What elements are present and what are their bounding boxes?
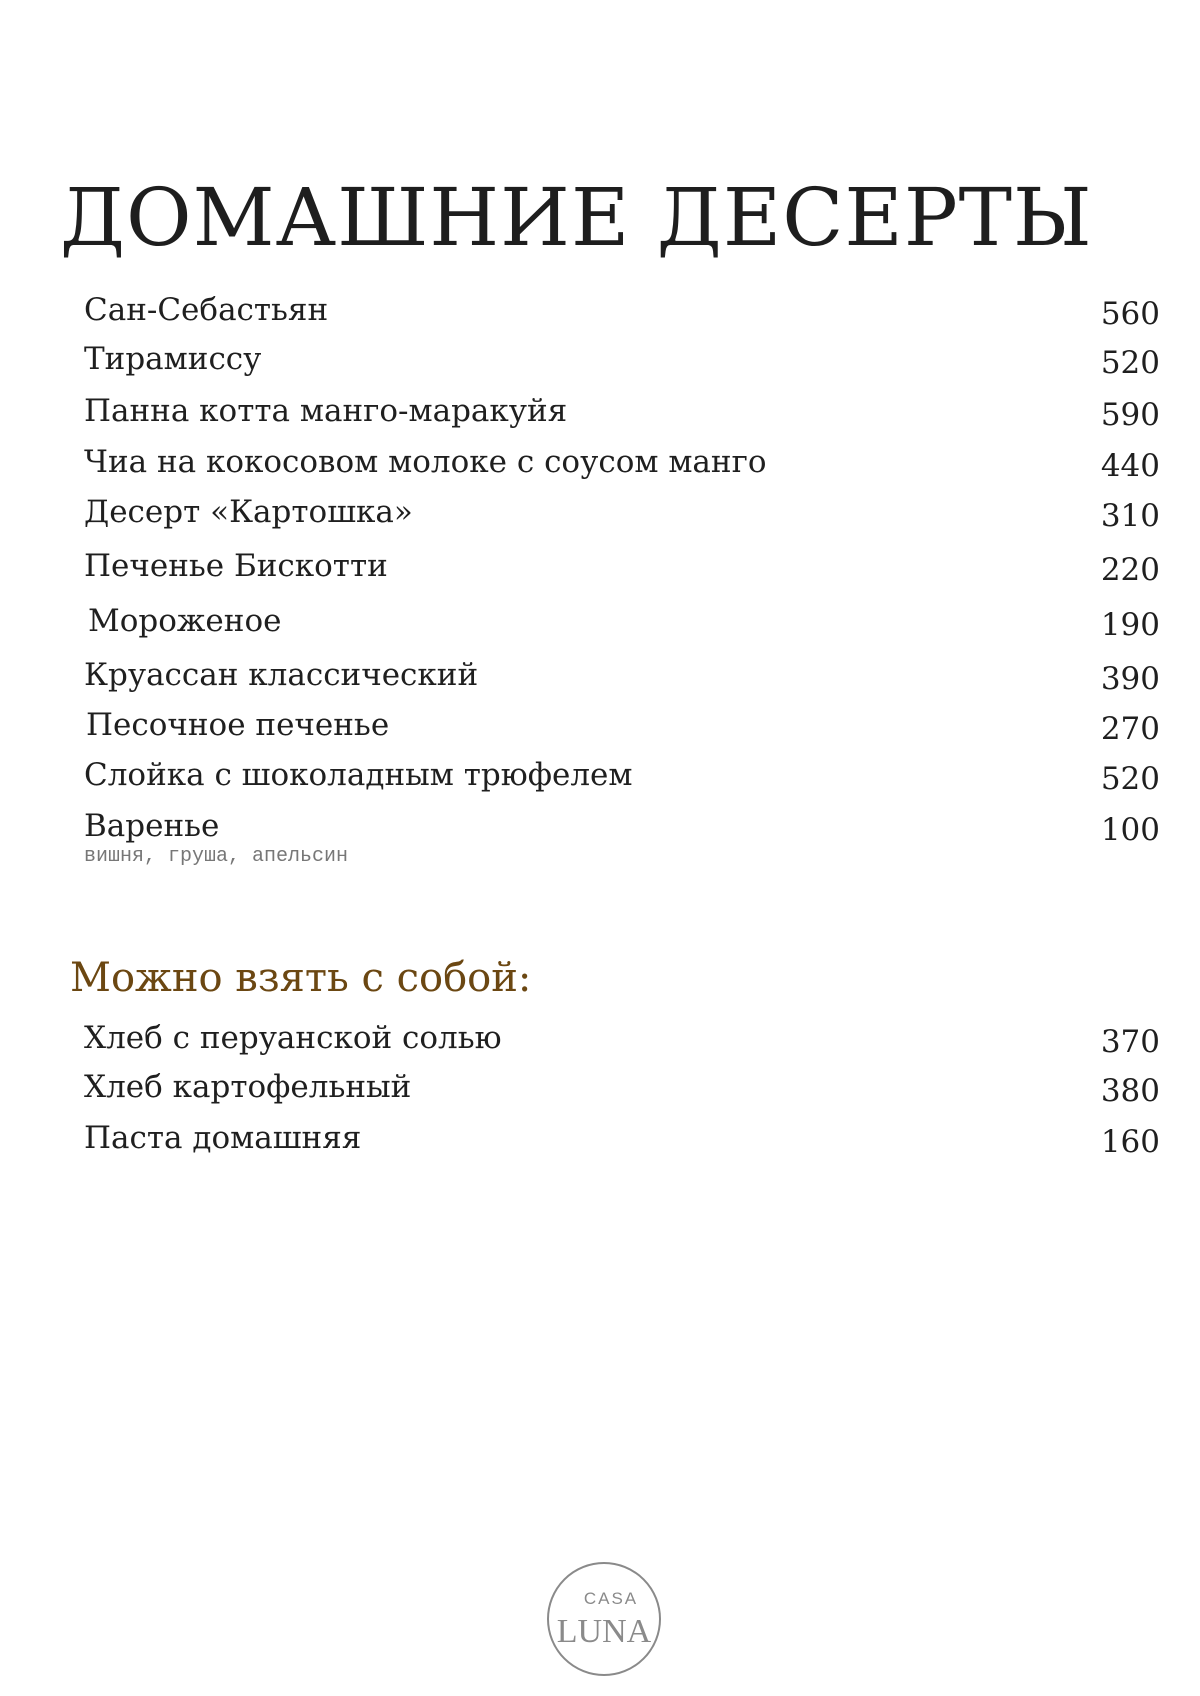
item-price: 370: [1100, 1024, 1160, 1060]
item-name: Круассан классический: [84, 657, 479, 693]
item-price: 390: [1100, 661, 1160, 697]
menu-item: [84, 444, 1160, 490]
menu-item: [84, 1069, 1160, 1115]
casa-luna-logo: [545, 1560, 663, 1678]
menu-item: [84, 707, 1160, 753]
item-name: Десерт «Картошка»: [84, 494, 413, 530]
menu-item: [84, 494, 1160, 540]
item-name: Хлеб с перуанской солью: [84, 1020, 502, 1056]
page-title: ДОМАШНИЕ ДЕСЕРТЫ: [60, 171, 1093, 264]
item-name: Сан-Себастьян: [84, 292, 329, 328]
item-name: Тирамиссу: [84, 341, 262, 377]
item-name: Печенье Бискотти: [84, 548, 388, 584]
menu-item: [84, 657, 1160, 703]
item-price: 590: [1100, 397, 1160, 433]
item-note: вишня, груша, апельсин: [84, 845, 349, 868]
item-name: Песочное печенье: [86, 707, 390, 743]
menu-item: [84, 1020, 1160, 1066]
menu-item: [84, 808, 1160, 880]
item-name: Варенье: [84, 808, 220, 844]
menu-item: [84, 757, 1160, 803]
item-name: Паста домашняя: [84, 1120, 362, 1156]
item-name: Хлеб картофельный: [84, 1069, 412, 1105]
item-name: Слойка с шоколадным трюфелем: [84, 757, 633, 793]
item-price: 190: [1100, 607, 1160, 643]
logo-big-text: LUNA: [556, 1613, 652, 1650]
menu-item: [84, 292, 1160, 338]
item-price: 380: [1100, 1073, 1160, 1109]
item-price: 520: [1100, 761, 1160, 797]
section-subtitle: Можно взять с собой:: [70, 955, 532, 1001]
menu-item: [84, 393, 1160, 439]
item-price: 270: [1100, 711, 1160, 747]
item-price: 440: [1100, 448, 1160, 484]
item-name: Чиа на кокосовом молоке с соусом манго: [84, 444, 767, 480]
item-price: 560: [1100, 296, 1160, 332]
menu-item: [84, 603, 1160, 649]
item-name: Панна котта манго-маракуйя: [84, 393, 568, 429]
menu-item: [84, 548, 1160, 594]
logo-small-text: CASA: [583, 1589, 639, 1608]
logo-emblem-icon: [545, 1560, 663, 1678]
item-price: 100: [1100, 812, 1160, 848]
item-price: 160: [1100, 1124, 1160, 1160]
item-price: 310: [1100, 498, 1160, 534]
item-price: 520: [1100, 345, 1160, 381]
item-name: Мороженое: [88, 603, 282, 639]
menu-item: [84, 1120, 1160, 1166]
item-price: 220: [1100, 552, 1160, 588]
menu-item: [84, 341, 1160, 387]
